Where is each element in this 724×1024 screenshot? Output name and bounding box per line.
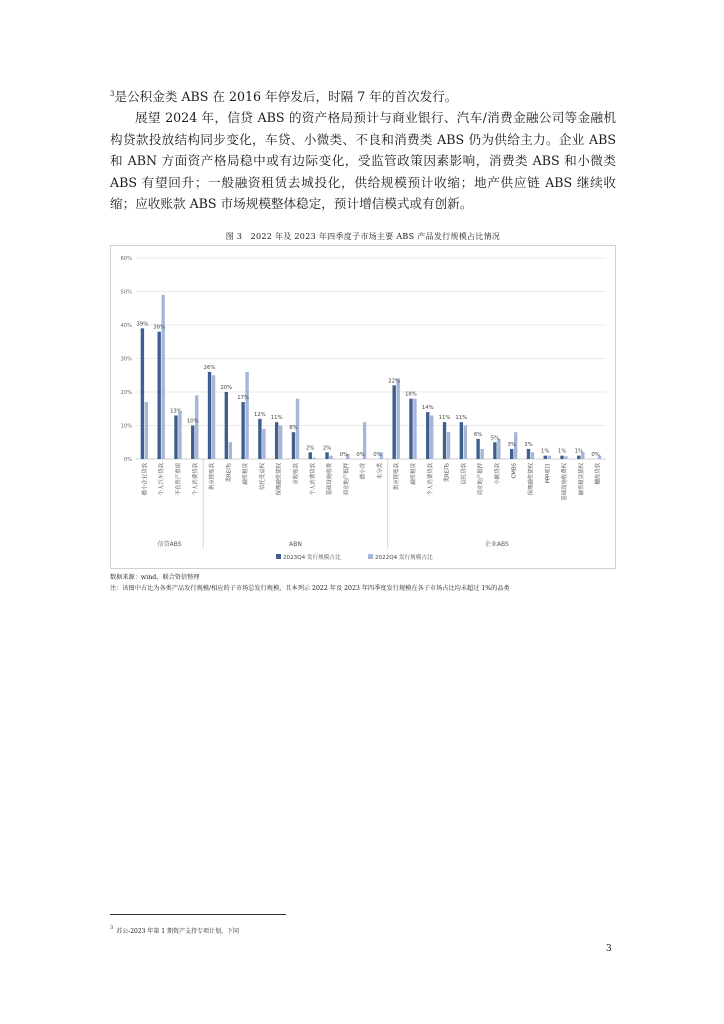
data-label: 5% [490, 435, 500, 442]
bar-series2 [145, 402, 148, 459]
bar-series2 [161, 295, 164, 459]
paragraph-1-text: 是公积金类 ABS 在 2016 年停发后，时隔 7 年的首次发行。 [114, 89, 458, 104]
data-label: 8% [289, 425, 298, 432]
data-label: 18% [405, 391, 417, 398]
category-label: 商业地产抵押 [343, 463, 350, 496]
bar-series1 [476, 439, 479, 459]
bar-series1 [309, 452, 312, 459]
bar-chart [110, 245, 616, 569]
bar-series2 [447, 432, 450, 459]
bar-series2 [548, 456, 551, 459]
bar-series1 [577, 456, 580, 459]
data-label: 11% [438, 415, 451, 422]
legend-label: 2023Q4 发行规模占比 [283, 555, 341, 561]
data-label: 0% [356, 452, 365, 458]
footnote [110, 926, 239, 935]
bar-series2 [413, 399, 416, 459]
category-label: 融资租赁债权 [578, 463, 585, 496]
bar-series1 [157, 332, 160, 459]
bar-series1 [191, 426, 194, 460]
data-label: 20% [220, 385, 233, 391]
data-label: 26% [203, 364, 216, 371]
data-label: 1% [557, 448, 567, 455]
data-label: 2% [322, 445, 332, 452]
data-label: 6% [473, 431, 483, 438]
bar-series2 [329, 456, 332, 459]
bar-series2 [564, 456, 567, 459]
legend-swatch [368, 554, 373, 559]
data-label: 14% [421, 405, 434, 412]
paragraph-1 [110, 86, 616, 108]
bar-series2 [212, 375, 215, 459]
bar-series2 [497, 439, 500, 459]
y-tick-label: 40% [120, 323, 132, 329]
category-label: 信托受益权 [259, 463, 266, 490]
category-label: 微小贷 [360, 463, 367, 480]
category-label: 个人消费贷款 [310, 463, 317, 496]
data-label: 0% [591, 452, 600, 458]
chart-title: 图 3 2022 年及 2023 年四季度子市场主要 ABS 产品发行规模占比情况 [225, 232, 501, 241]
bar-series1 [208, 372, 211, 459]
bar-series1 [544, 456, 547, 459]
bar-series1 [560, 456, 563, 459]
bar-series2 [464, 426, 467, 460]
y-tick-label: 50% [120, 289, 132, 296]
bar-series2 [396, 379, 399, 459]
category-label: 个人消费贷款 [427, 463, 434, 496]
footnote-number: 3 [110, 925, 114, 931]
category-label: 融资租赁 [243, 463, 250, 485]
bar-series1 [292, 432, 295, 459]
chart-frame [111, 246, 616, 569]
data-label: 1% [574, 448, 584, 455]
category-label: CMBS [511, 463, 518, 479]
bar-series2 [178, 412, 181, 459]
bar-series2 [531, 452, 534, 459]
bar-series2 [480, 449, 483, 459]
data-label: 39% [136, 321, 149, 328]
chart-note: 注：该图中占比为各类产品发行规模/相应的子市场总发行规模，且本列示 2022 年及 2023 年四季度发行规模在各子市场占比均未超过 1%的品类 [110, 585, 510, 592]
data-label: 3% [524, 441, 533, 448]
category-label: 个人消费贷款 [192, 463, 199, 496]
data-label: 12% [254, 411, 266, 418]
data-label: 10% [186, 418, 199, 425]
category-label: 信托贷款 [461, 463, 468, 485]
legend-label: 2022Q4 发行规模占比 [375, 555, 433, 561]
bar-series1 [325, 452, 328, 459]
category-label: 基础设施收费权 [562, 463, 569, 501]
y-tick-label: 60% [120, 256, 132, 262]
y-tick-label: 10% [120, 423, 132, 430]
y-tick-label: 20% [120, 390, 132, 396]
category-label: 类REITs [226, 463, 233, 483]
category-label: 融资租赁 [410, 463, 417, 485]
category-label: 棚改贷款 [595, 463, 602, 485]
bar-series1 [241, 402, 244, 459]
bar-series1 [493, 442, 496, 459]
data-label: 38% [153, 324, 166, 331]
bar-series1 [258, 419, 261, 459]
group-label: ABN [289, 541, 302, 548]
category-label: 不良资产重组 [175, 463, 182, 496]
page-number: 3 [606, 944, 612, 954]
bar-series1 [141, 328, 144, 459]
bar-series2 [195, 395, 198, 459]
data-label: 22% [388, 378, 401, 385]
footnote-ref: 3 [110, 90, 115, 98]
category-label: 保理融资债权 [276, 463, 283, 496]
data-label: 17% [237, 395, 249, 402]
bar-series1 [443, 422, 446, 459]
bar-series1 [426, 412, 429, 459]
data-label: 1% [541, 448, 550, 455]
group-label: 企业ABS [484, 541, 509, 548]
data-label: 0% [373, 452, 382, 458]
category-label: 基础设施收费 [327, 463, 334, 496]
bar-series1 [460, 422, 463, 459]
data-source: 数据来源：wind，联合资信整理 [110, 574, 200, 581]
data-label: 11% [455, 415, 468, 422]
data-label: 0% [339, 452, 349, 458]
category-label: 微小企业贷款 [142, 463, 149, 496]
category-label: 小额贷款 [494, 463, 501, 485]
category-label: 类REITs [444, 463, 451, 483]
data-label: 13% [170, 408, 182, 415]
bar-series2 [313, 458, 316, 459]
bar-series1 [409, 399, 412, 459]
paragraph-2: 展望 2024 年，信贷 ABS 的资产格局预计与商业银行、汽车/消费金融公司等金融机构贷款投放结构同步变化，车贷、小微类、不良和消费类 ABS 仍为供给主力。企业 ABS 和 ABN 方面资产格局稳中或有边际变化，受监管政策因素影响，消费类 ABS 和小微类 ABS 有望回升；一般融资租赁去城投化，供给规模预计收缩；地产供应链 ABS 继续收缩；应收账款 ABS 市场规模整体稳定，预计增信模式或有创新。 [110, 110, 616, 212]
group-label: 信贷ABS [157, 541, 182, 548]
category-label: 供应链账款 [394, 463, 401, 490]
data-label: 3% [507, 441, 516, 448]
category-label: 商业地产抵押 [478, 463, 485, 496]
bar-series1 [510, 449, 513, 459]
category-label: 未分类 [377, 463, 384, 480]
bar-series2 [245, 372, 248, 459]
y-tick-label: 0% [123, 457, 132, 463]
bar-series1 [225, 392, 228, 459]
category-label: PPP项目 [545, 463, 552, 484]
data-label: 11% [270, 415, 283, 422]
footnote-text: 苏公-2023 年第 1 期资产支持专项计划，下同 [116, 928, 240, 935]
bar-series2 [279, 426, 282, 460]
category-label: 供应链账款 [209, 463, 216, 490]
bar-series1 [392, 385, 395, 459]
category-label: 个人汽车贷款 [159, 463, 166, 496]
bar-series1 [174, 415, 177, 459]
category-label: 保理融资债权 [528, 463, 535, 496]
category-label: 应收账款 [293, 463, 300, 485]
bar-series2 [229, 442, 232, 459]
bar-series2 [262, 429, 265, 459]
bar-series1 [527, 449, 530, 459]
bar-series2 [430, 415, 433, 459]
bar-series1 [275, 422, 278, 459]
data-label: 2% [306, 445, 315, 452]
footnote-rule [110, 914, 286, 915]
legend-swatch [276, 554, 281, 559]
y-tick-label: 30% [120, 356, 132, 363]
